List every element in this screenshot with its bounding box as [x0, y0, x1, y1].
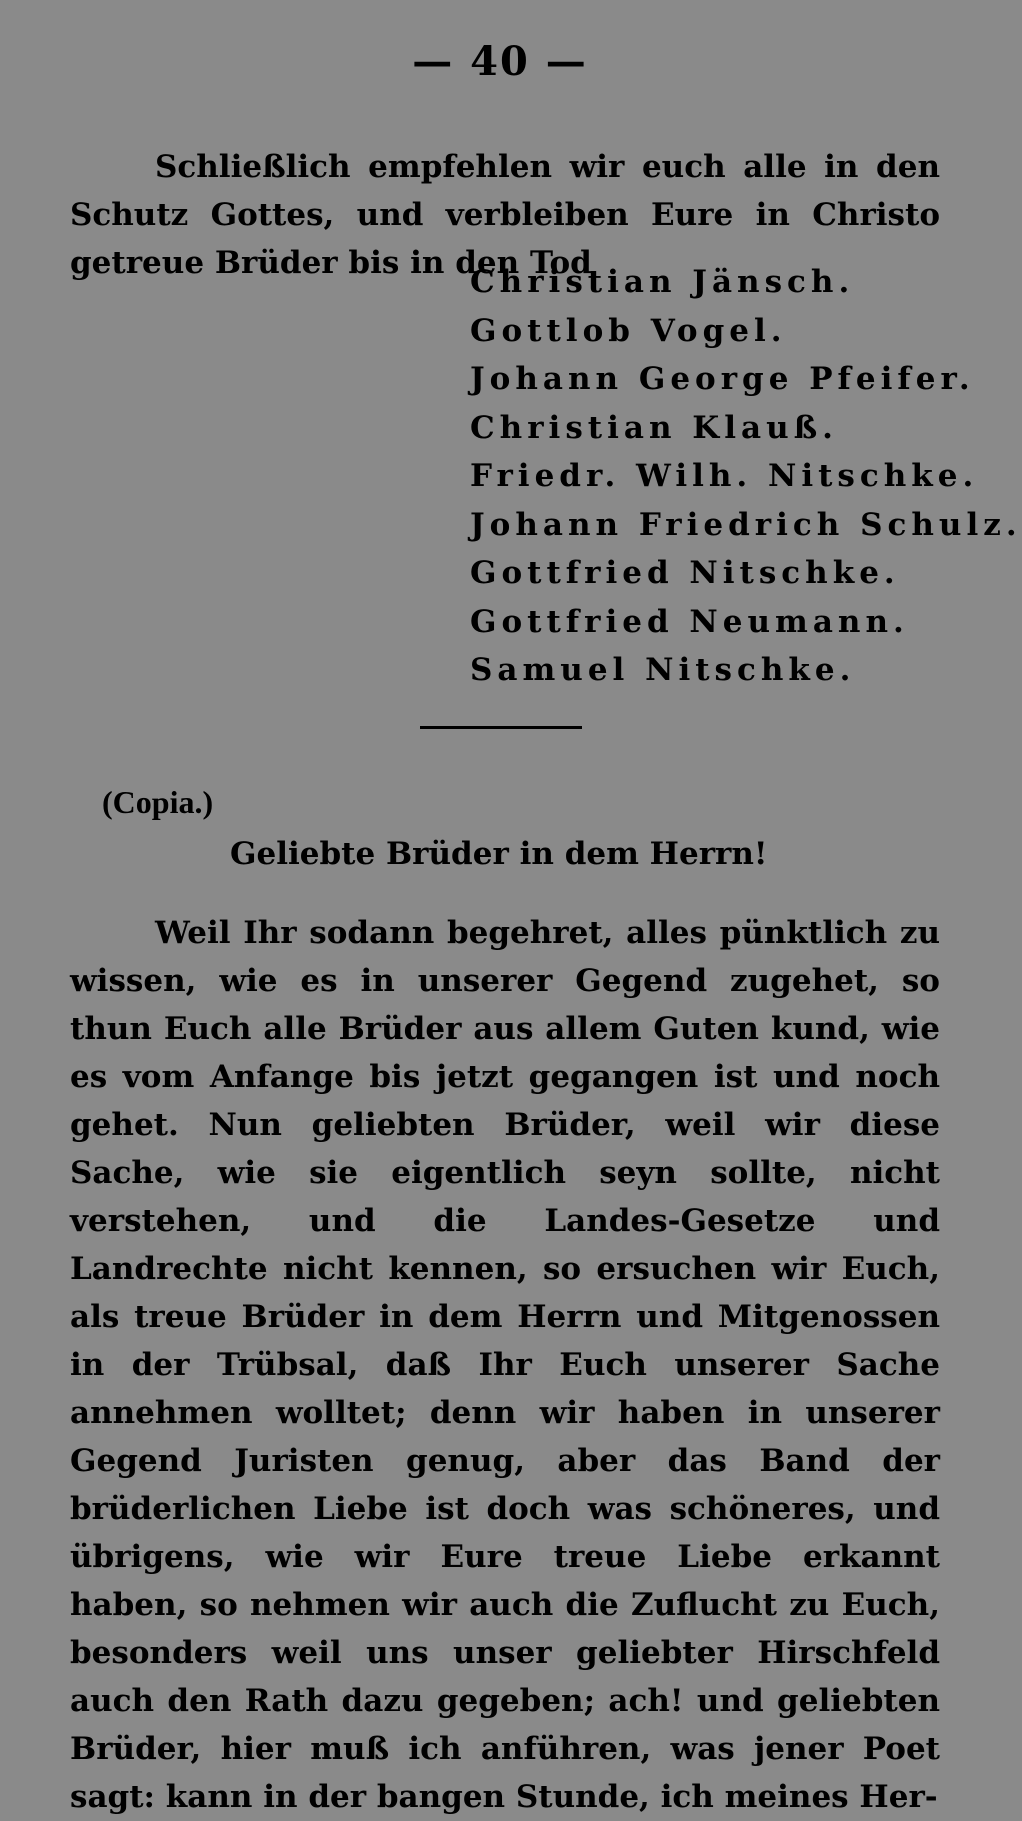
letter-body: Weil Ihr sodann begehret, alles pünktlich zu wissen, wie es in unserer Gegend zugehet, so thun Euch alle Brüder aus allem Guten kund, wie es vom Anfange bis jetzt gegangen ist und noch gehet. Nun geliebten Brüder, weil wir diese Sache, wie sie eigentlich seyn sollte, nicht verstehen, und die Landes-Gesetze und Landrechte nicht kennen, so ersuchen wir Euch, als treue Brüder in dem Herrn und Mitgenossen in der Trübsal, daß Ihr Euch unserer Sache annehmen wolltet; denn wir haben in unserer Gegend Juristen genug, aber das Band der brüderlichen Liebe ist doch was schöneres, und übrigens, wie wir Eure treue Liebe erkannt haben, so nehmen wir auch die Zuflucht zu Euch, besonders weil uns unser geliebter Hirschfeld auch den Rath dazu gegeben; ach! und geliebten Brüder, hier muß ich anführen, was jener Poet sagt: kann in der bangen Stunde, ich meines Her- [70, 915, 940, 1815]
signature-item: Gottfried Neumann. [470, 603, 909, 640]
signature-item: Gottlob Vogel. [470, 312, 787, 349]
signature-item: Christian Klauß. [470, 409, 838, 446]
signature-item: Gottfried Nitschke. [470, 555, 900, 591]
signature-item: Johann Friedrich Schulz. [470, 506, 1022, 543]
closing-paragraph: Schließlich empfehlen wir euch alle in den Schutz Gottes, und verbleiben Eure in Christo getreue Brüder bis in den Tod [70, 149, 940, 281]
signature-item: Samuel Nitschke. [470, 652, 856, 688]
signature-item: Christian Jänsch. [470, 264, 855, 300]
page-number-header: — 40 — [412, 38, 588, 85]
copia-label: (Copia.) [102, 784, 214, 820]
section-divider [420, 726, 582, 729]
letter-salutation: Geliebte Brüder in dem Herrn! [230, 836, 768, 872]
signature-item: Johann George Pfeifer. [470, 361, 975, 397]
signature-item: Friedr. Wilh. Nitschke. [470, 458, 979, 494]
signature-list [470, 258, 1022, 695]
